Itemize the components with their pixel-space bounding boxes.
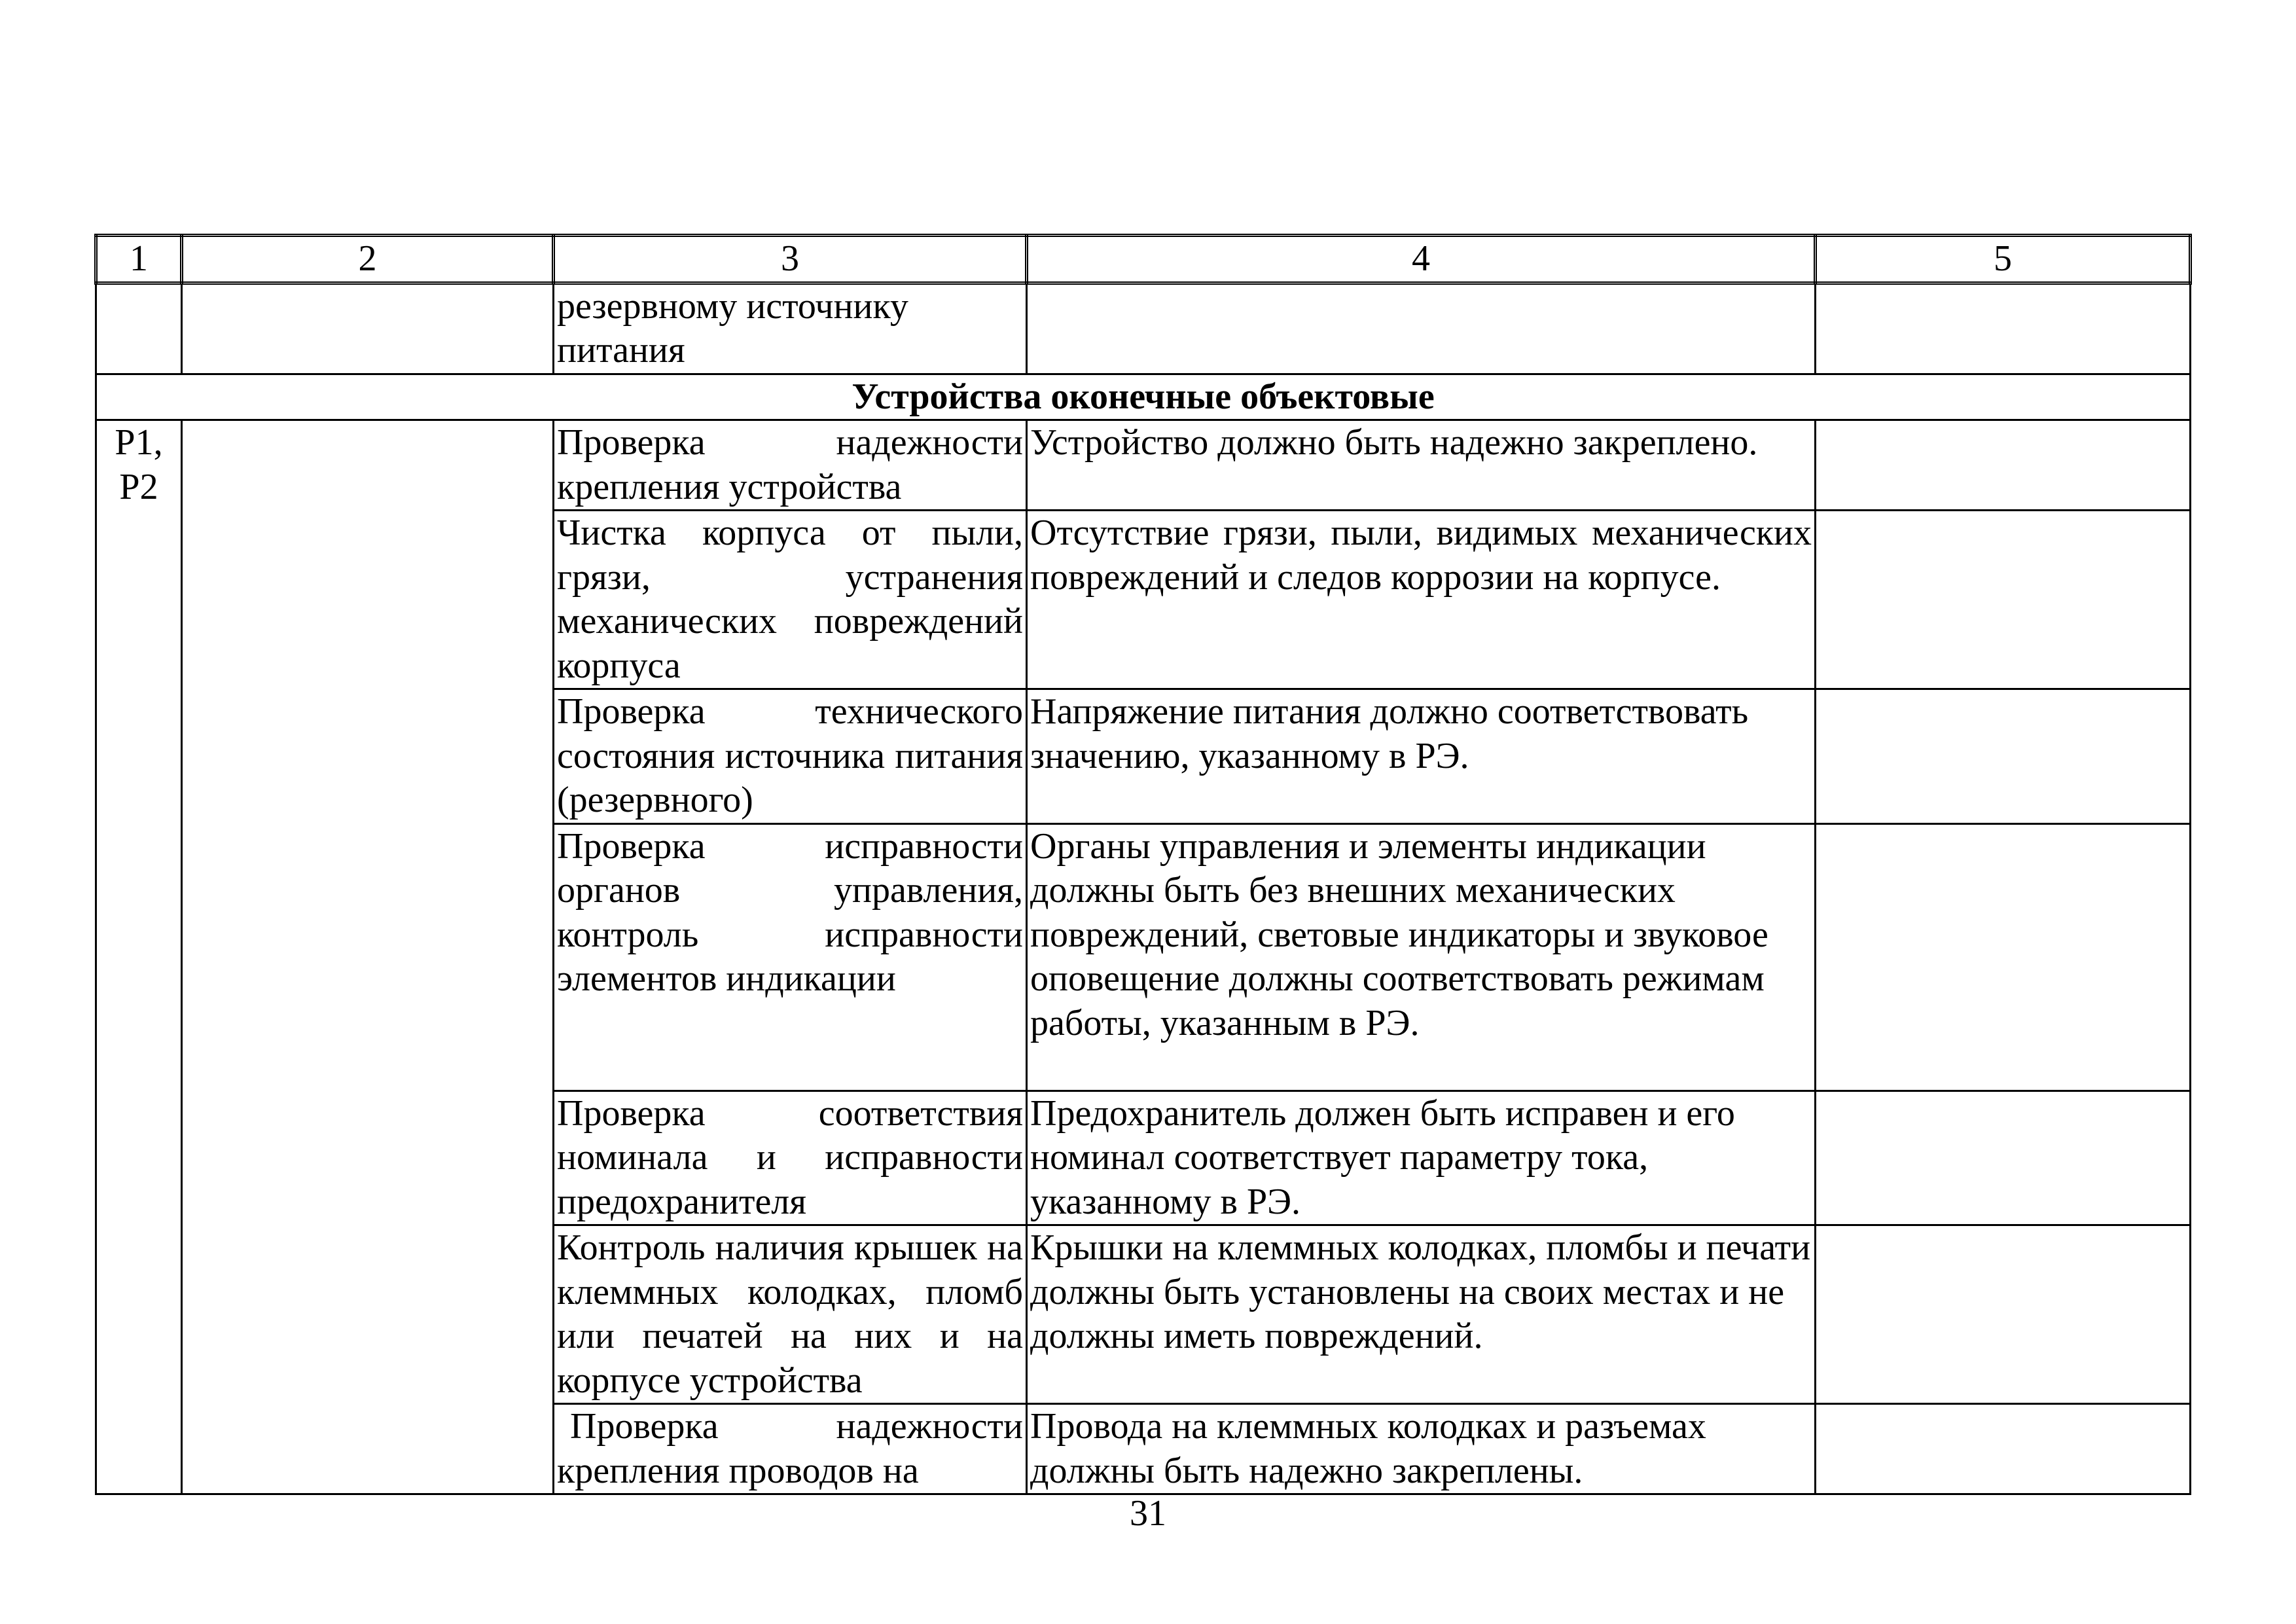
header-col-2: 2 <box>182 236 554 283</box>
requirement-cell: Провода на клеммных колодках и разъемах должны быть надежно закреплены. <box>1027 1404 1816 1494</box>
maintenance-table <box>94 234 2192 1495</box>
section-row <box>96 374 2191 420</box>
header-col-5: 5 <box>1816 236 2191 283</box>
work-cell: Проверка надежности крепления устройства <box>554 420 1027 511</box>
page-number: 31 <box>1130 1493 1166 1534</box>
work-cell: Проверка соответствия номинала и исправности предохранителя <box>554 1091 1027 1225</box>
continuation-work-cell: резервному источнику питания <box>554 283 1027 374</box>
requirement-cell: Устройство должно быть надежно закреплено. <box>1027 420 1816 511</box>
header-col-1: 1 <box>96 236 182 283</box>
group-code-cell: Р1, Р2 <box>96 420 182 1494</box>
work-cell: Проверка надежности крепления проводов на <box>554 1404 1027 1494</box>
requirement-cell: Крышки на клеммных колодках, пломбы и печати должны быть установлены на своих местах и не должны иметь повреждений. <box>1027 1225 1816 1404</box>
work-cell: Проверка технического состояния источника питания (резервного) <box>554 689 1027 824</box>
header-col-3: 3 <box>554 236 1027 283</box>
header-row <box>96 236 2191 283</box>
work-cell: Проверка исправности органов управления, контроль исправности элементов индикации <box>554 823 1027 1091</box>
section-title: Устройства оконечные объектовые <box>96 374 2191 420</box>
continuation-row <box>96 283 2191 374</box>
work-cell: Контроль наличия крышек на клеммных колодках, пломб или печатей на них и на корпусе устройства <box>554 1225 1027 1404</box>
empty-col-2 <box>182 420 554 1494</box>
requirement-cell: Предохранитель должен быть исправен и его номинал соответствует параметру тока, указанному в РЭ. <box>1027 1091 1816 1225</box>
work-cell: Чистка корпуса от пыли, грязи, устранения механических повреждений корпуса <box>554 511 1027 689</box>
table-row <box>96 420 2191 511</box>
requirement-cell: Органы управления и элементы индикации должны быть без внешних механических повреждений, световые индикаторы и звуковое оповещение должны соответствовать режимам работы, указанным в РЭ. <box>1027 823 1816 1091</box>
requirement-cell: Отсутствие грязи, пыли, видимых механических повреждений и следов коррозии на корпусе. <box>1027 511 1816 689</box>
requirement-cell: Напряжение питания должно соответствовать значению, указанному в РЭ. <box>1027 689 1816 824</box>
header-col-4: 4 <box>1027 236 1816 283</box>
